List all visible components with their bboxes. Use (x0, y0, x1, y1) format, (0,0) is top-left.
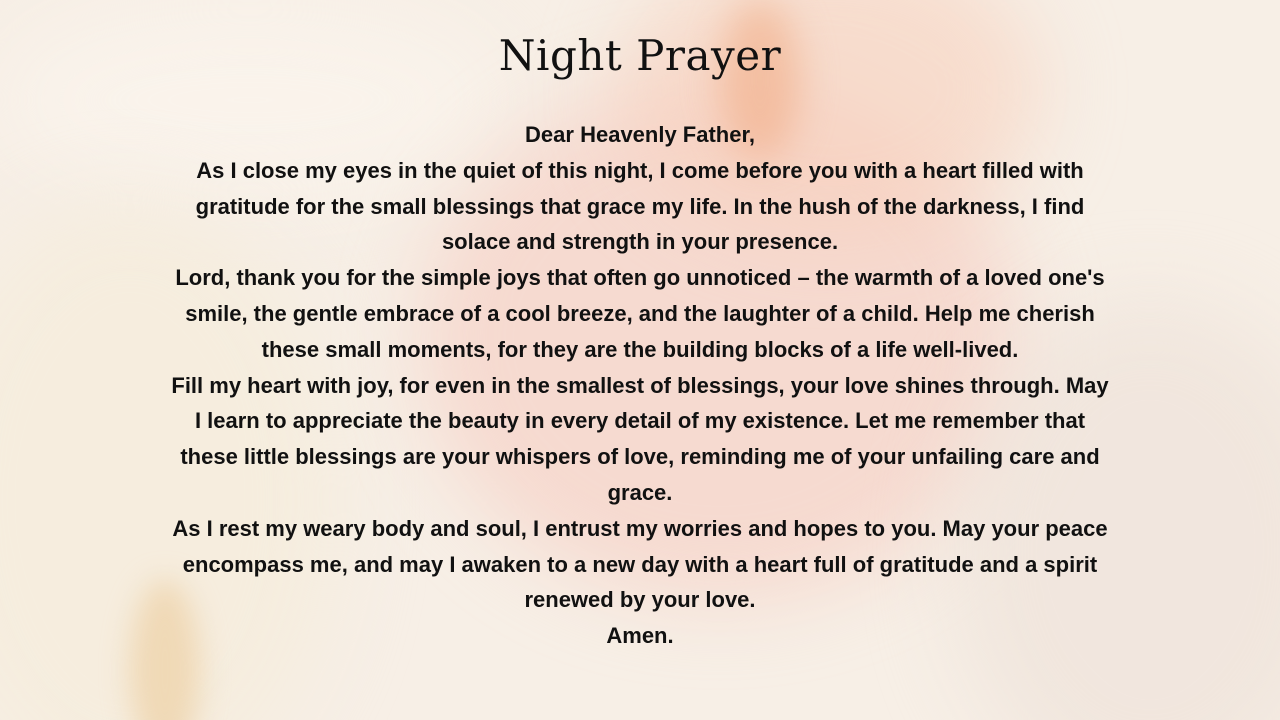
prayer-greeting: Dear Heavenly Father, (525, 122, 755, 147)
prayer-paragraph: As I close my eyes in the quiet of this night, I come before you with a heart filled with gratitude for the small blessings that grace my life. In the hush of the darkness, I find solace and strength in your presence. (195, 157, 1085, 255)
prayer-text (170, 117, 1110, 654)
prayer-closing: Amen. (606, 623, 674, 649)
prayer-paragraph: Fill my heart with joy, for even in the smallest of blessings, your love shines through. May I learn to appreciate the beauty in every detail of my existence. Let me remember that these little blessings are your whispers of love, reminding me of your unfailing care and grace. (171, 372, 1109, 505)
prayer-paragraph: Lord, thank you for the simple joys that often go unnoticed – the warmth of a loved one's smile, the gentle embrace of a cool breeze, and the laughter of a child. Help me cherish these small moments, for they are the building blocks of a life well-lived. (175, 265, 1105, 362)
prayer-paragraph: As I rest my weary body and soul, I entrust my worries and hopes to you. May your peace encompass me, and may I awaken to a new day with a heart full of gratitude and a spirit renewed by your love. (172, 515, 1108, 613)
page-title: Night Prayer (498, 31, 782, 80)
